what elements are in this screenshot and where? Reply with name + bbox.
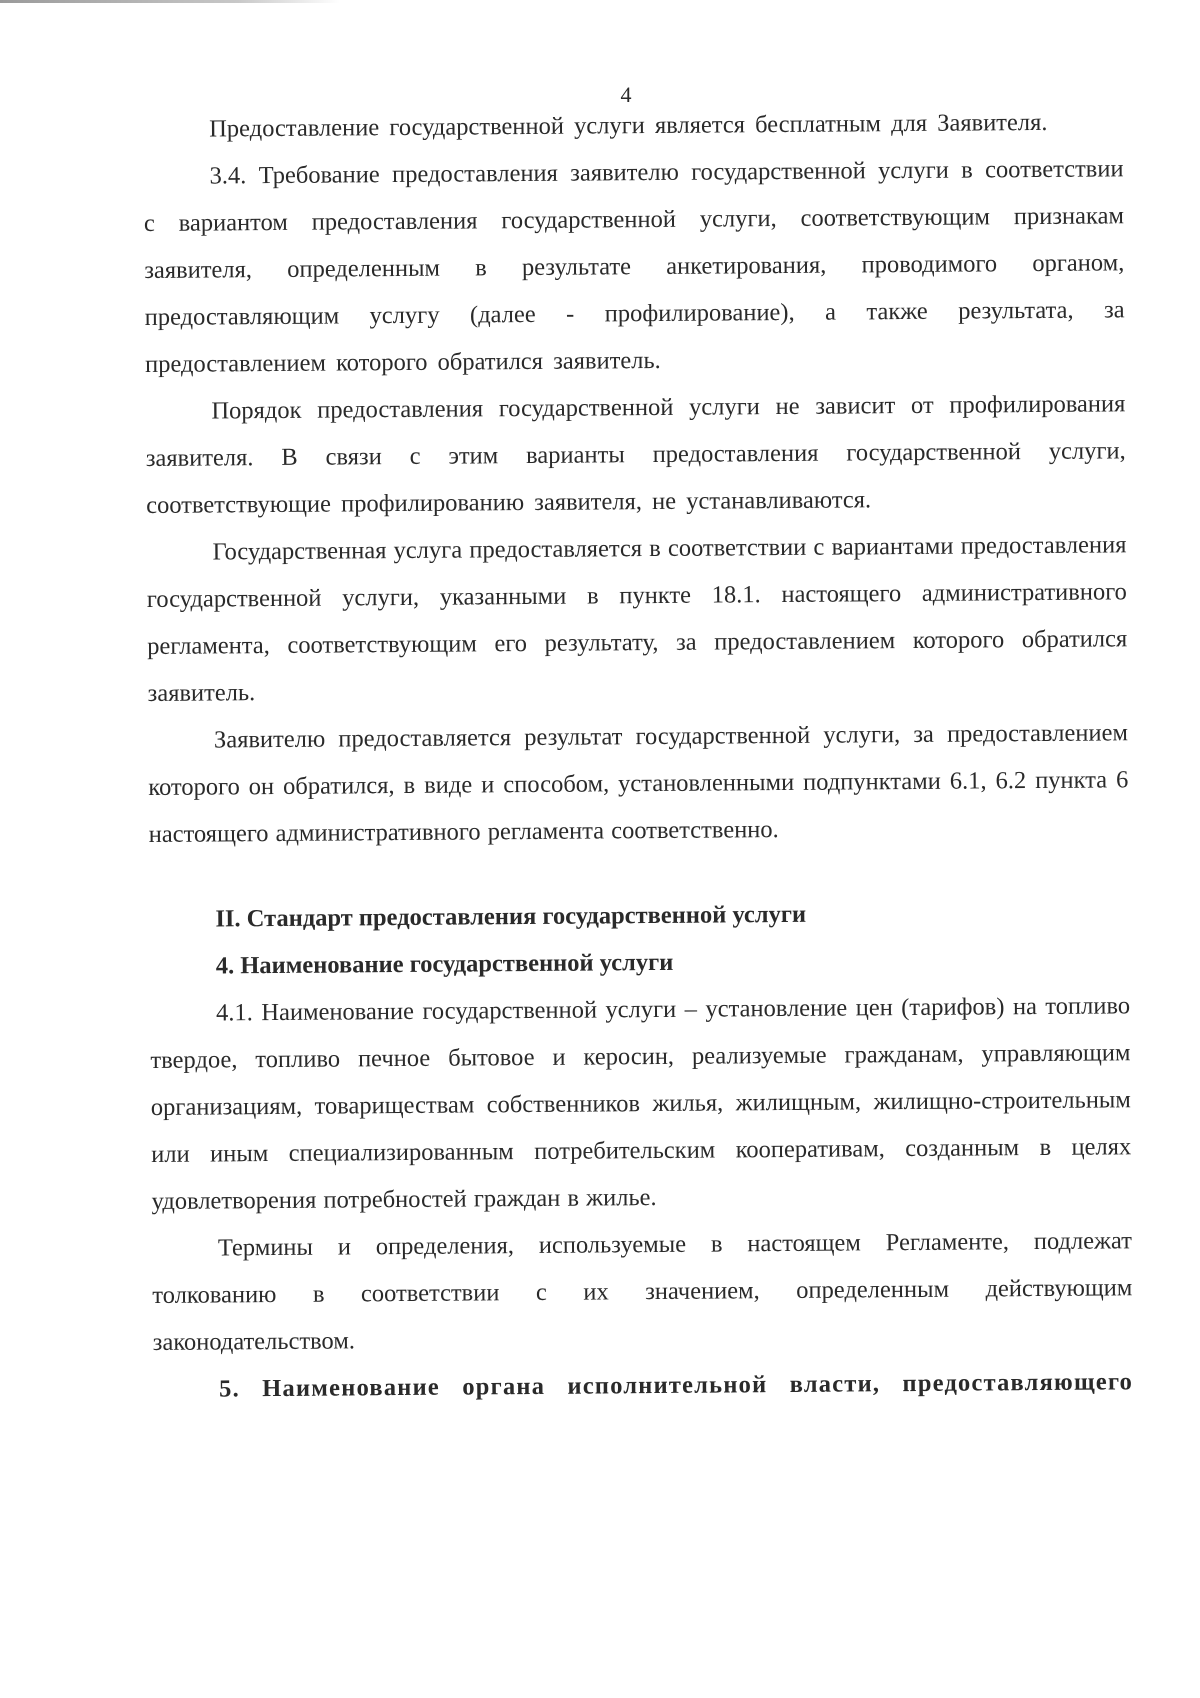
paragraph-result: Заявителю предоставляется результат государственной услуги, за предоставлением которого он обратился, в виде и способом, установленными подпунктами 6.1, 6.2 пункта 6 настоящего административного регламента соответственно. [148, 719, 1129, 848]
subsection-heading-4: 4. Наименование государственной услуги [215, 948, 674, 980]
page-number: 4 [620, 82, 632, 107]
subsection-heading-5: 5. Наименование органа исполнительной власти, предоставляющего [218, 1368, 1134, 1403]
paragraph-terms: Термины и определения, используемые в настоящем Регламенте, подлежат толкованию в соответствии с их значением, определенным действующим законодательством. [152, 1227, 1133, 1356]
document-body [143, 98, 1133, 1413]
paragraph-fee: Предоставление государственной услуги является бесплатным для Заявителя. [209, 108, 1048, 143]
paragraph-4-1: 4.1. Наименование государственной услуги – установление цен (тарифов) на топливо твердое, топливо печное бытовое и керосин, реализуемые гражданам, управляющим организациям, товариществам собственников жилья, жилищным, жилищно-строительным или иным специализированным потребительским кооперативам, созданным в целях удовлетворения потребностей граждан в жилье. [150, 992, 1132, 1215]
paragraph-service-variants: Государственная услуга предоставляется в соответствии с вариантами предоставления государственной услуги, указанными в пункте 18.1. настоящего административного регламента, соответствующим его результату, за предоставлением которого обратился заявитель. [146, 531, 1128, 707]
section-heading-standard: II. Стандарт предоставления государственной услуги [215, 900, 807, 933]
paragraph-3-4: 3.4. Требование предоставления заявителю государственной услуги в соответствии с вариантом предоставления государственной услуги, соответствующим признакам заявителя, определенным в результате анкетирования, проводимого органом, предоставляющим услугу (далее - профилирование), а также результата, за предоставлением которого обратился заявитель. [143, 155, 1125, 378]
paragraph-procedure: Порядок предоставления государственной услуги не зависит от профилирования заявителя. В связи с этим варианты предоставления государственной услуги, соответствующие профилированию заявителя, не устанавливаются. [145, 390, 1126, 519]
